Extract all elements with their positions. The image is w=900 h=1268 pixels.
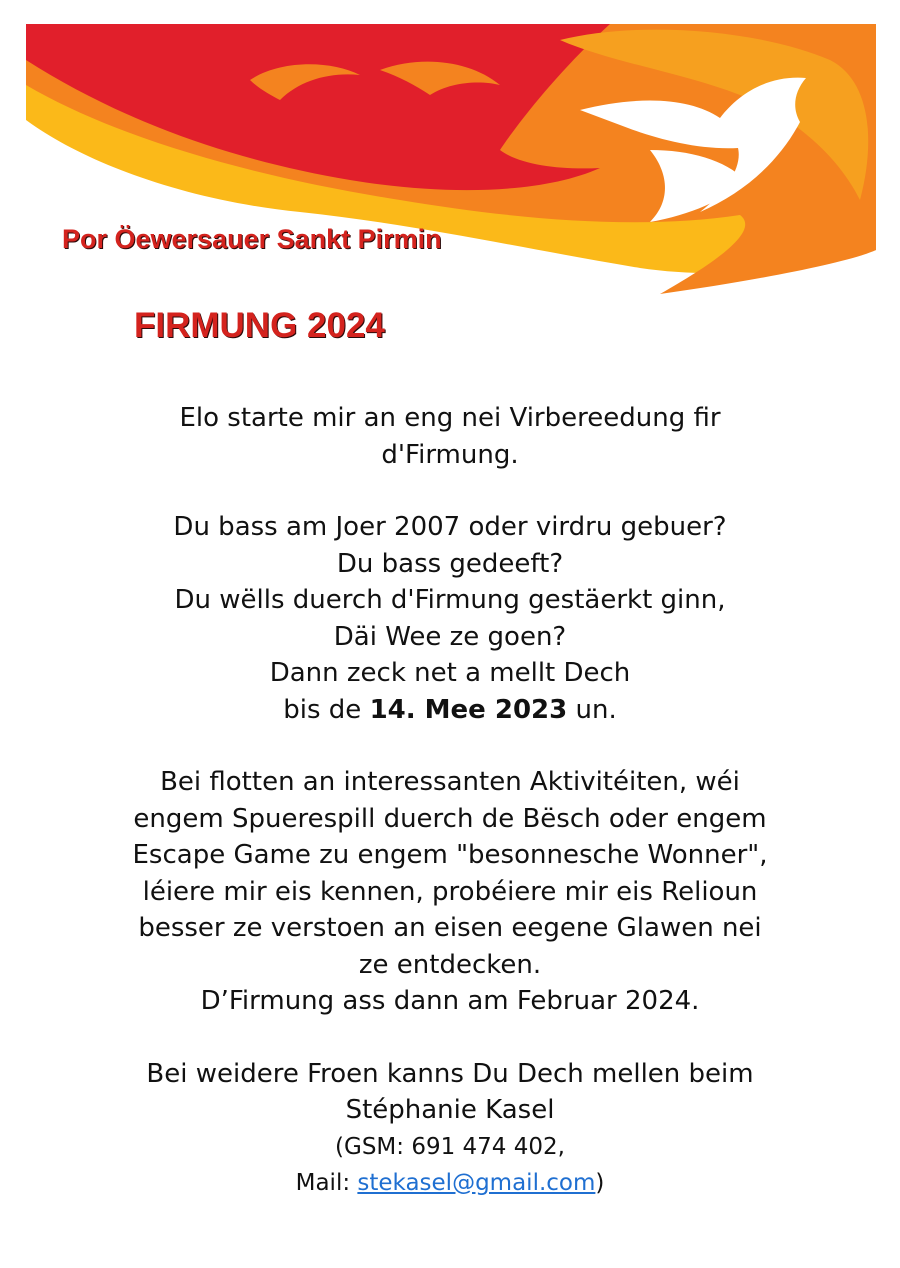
deadline-prefix: bis de bbox=[283, 694, 370, 725]
page-title: FIRMUNG 2024 bbox=[134, 306, 385, 345]
question-4: Däi Wee ze goen? bbox=[333, 621, 567, 652]
parish-name: Por Öewersauer Sankt Pirmin bbox=[62, 224, 442, 254]
activities-line-3: Escape Game zu engem "besonnesche Wonner", bbox=[132, 840, 768, 870]
deadline-line bbox=[60, 692, 840, 729]
contact-gsm: (GSM: 691 474 402, bbox=[335, 1133, 565, 1160]
dove-flame-banner bbox=[0, 0, 900, 310]
contact-mail-line bbox=[60, 1165, 840, 1201]
intro-line-2: d'Firmung. bbox=[381, 439, 519, 470]
question-1: Du bass am Joer 2007 oder virdru gebuer? bbox=[173, 512, 727, 542]
activities-line-1: Bei flotten an interessanten Aktivitéiten, wéi bbox=[160, 767, 740, 797]
deadline-suffix: un. bbox=[567, 694, 617, 725]
activities-line-4: léiere mir eis kennen, probéiere mir eis Relioun bbox=[142, 876, 758, 907]
deadline-date: 14. Mee 2023 bbox=[369, 694, 568, 725]
email-link[interactable]: stekasel@gmail.com bbox=[357, 1169, 596, 1196]
contact-name: Stéphanie Kasel bbox=[345, 1095, 555, 1125]
intro-line-1: Elo starte mir an eng nei Virbereedung fir bbox=[179, 403, 721, 433]
invitation-text bbox=[60, 400, 840, 1201]
activities-line-5: besser ze verstoen an eisen eegene Glawen nei bbox=[138, 913, 762, 943]
mail-suffix: ) bbox=[595, 1169, 605, 1196]
activities-line-7: D’Firmung ass dann am Februar 2024. bbox=[200, 986, 700, 1016]
mail-prefix: Mail: bbox=[295, 1169, 358, 1196]
contact-line-1: Bei weidere Froen kanns Du Dech mellen beim bbox=[146, 1058, 754, 1089]
activities-line-6: ze entdecken. bbox=[358, 949, 542, 980]
question-3: Du wëlls duerch d'Firmung gestäerkt ginn, bbox=[174, 585, 726, 615]
activities-line-2: engem Spuerespill duerch de Bësch oder engem bbox=[133, 803, 767, 834]
question-2: Du bass gedeeft? bbox=[336, 548, 564, 579]
question-5: Dann zeck net a mellt Dech bbox=[269, 658, 631, 688]
